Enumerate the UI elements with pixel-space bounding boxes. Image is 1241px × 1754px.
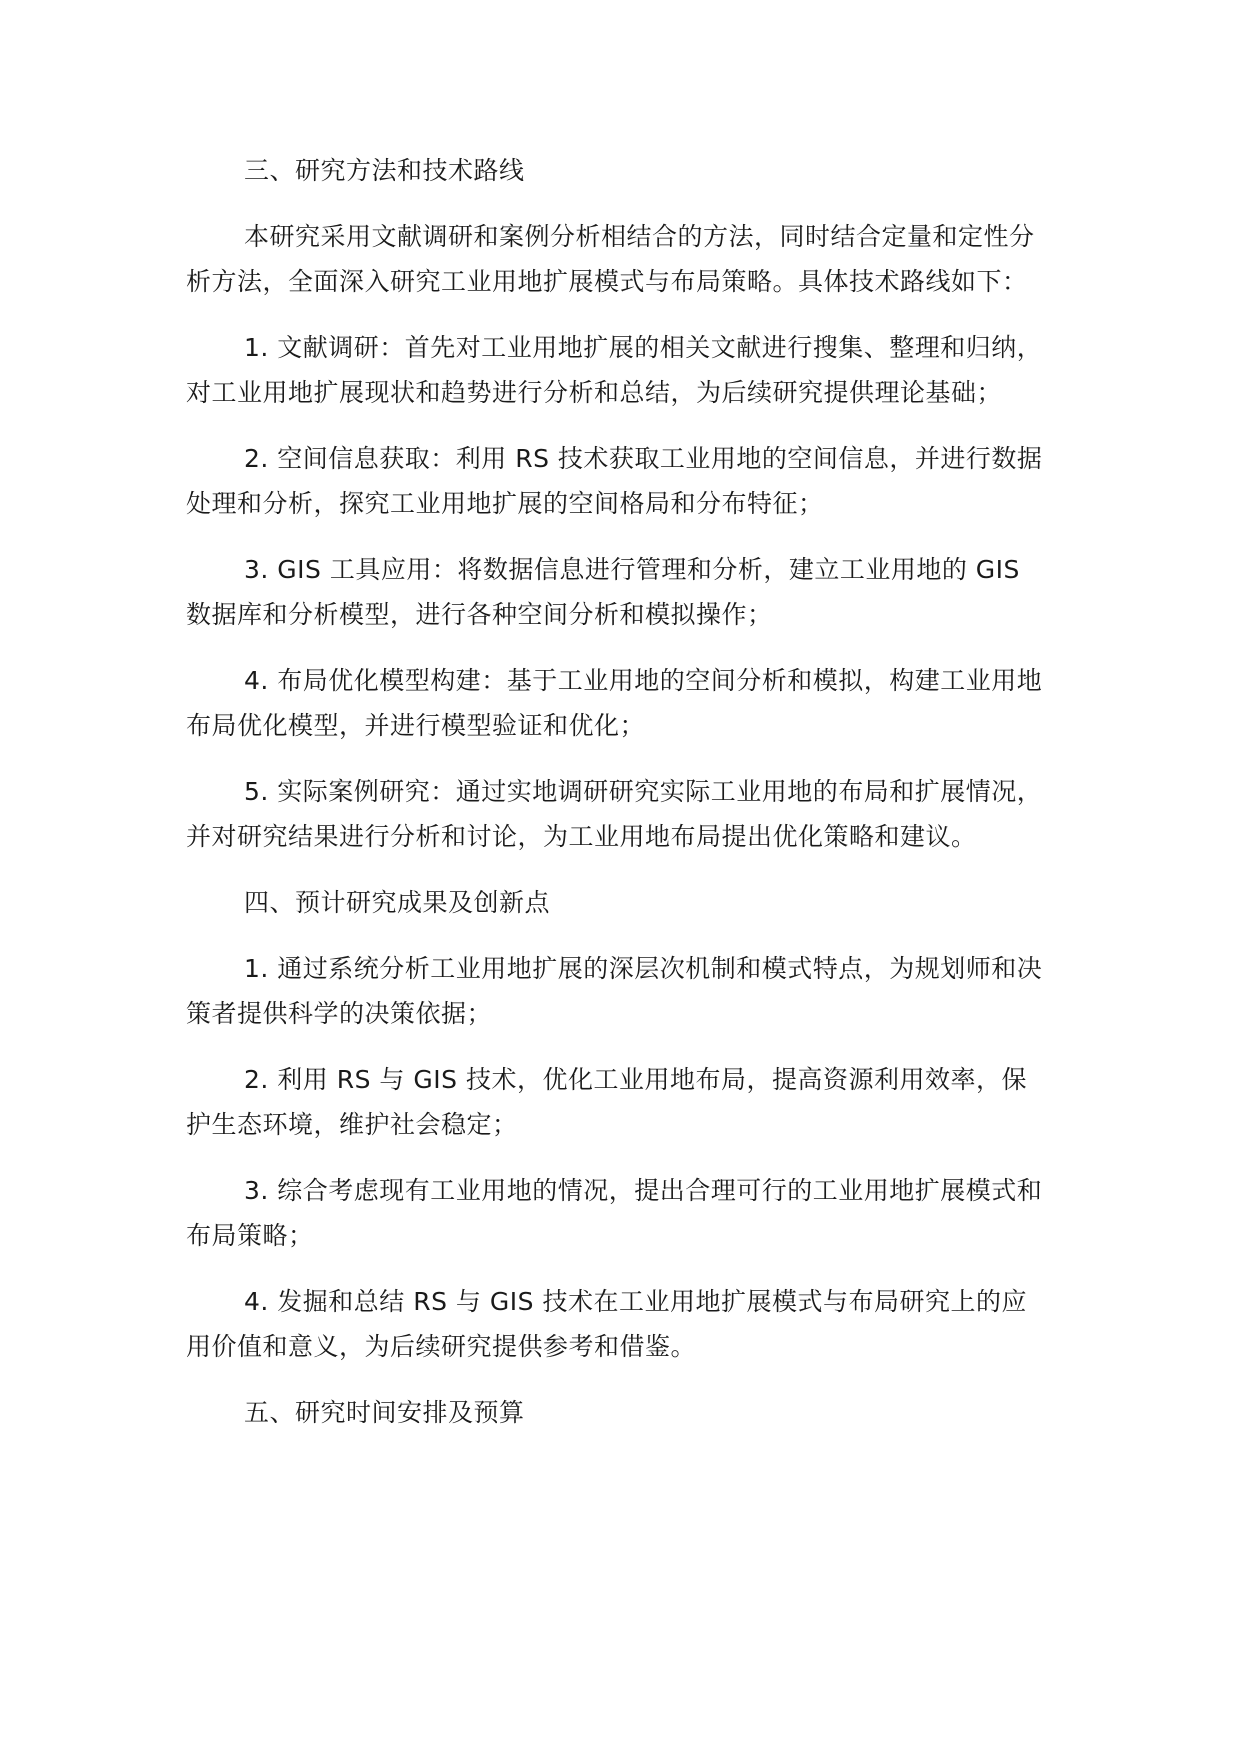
section-heading-outcomes: 四、预计研究成果及创新点	[244, 888, 551, 917]
paragraph-step-4: 4. 布局优化模型构建：基于工业用地的空间分析和模拟，构建工业用地布局优化模型，并进行模型验证和优化；	[186, 666, 1043, 740]
paragraph-outcome-2: 2. 利用 RS 与 GIS 技术，优化工业用地布局，提高资源利用效率，保护生态环境，维护社会稳定；	[186, 1065, 1027, 1139]
paragraph-outcome-3: 3. 综合考虑现有工业用地的情况，提出合理可行的工业用地扩展模式和布局策略；	[186, 1176, 1043, 1250]
paragraph-outcome-4: 4. 发掘和总结 RS 与 GIS 技术在工业用地扩展模式与布局研究上的应用价值和意义，为后续研究提供参考和借鉴。	[186, 1287, 1027, 1361]
paragraph-step-1: 1. 文献调研：首先对工业用地扩展的相关文献进行搜集、整理和归纳，对工业用地扩展现状和趋势进行分析和总结，为后续研究提供理论基础；	[186, 333, 1043, 407]
paragraph-outcome-1: 1. 通过系统分析工业用地扩展的深层次机制和模式特点，为规划师和决策者提供科学的决策依据；	[186, 954, 1043, 1028]
section-heading-methods: 三、研究方法和技术路线	[244, 156, 525, 185]
paragraph-step-2: 2. 空间信息获取：利用 RS 技术获取工业用地的空间信息，并进行数据处理和分析，探究工业用地扩展的空间格局和分布特征；	[186, 444, 1043, 518]
document-body	[186, 148, 1046, 1456]
paragraph-step-5: 5. 实际案例研究：通过实地调研研究实际工业用地的布局和扩展情况，并对研究结果进行分析和讨论，为工业用地布局提出优化策略和建议。	[186, 777, 1043, 851]
paragraph-methods-intro: 本研究采用文献调研和案例分析相结合的方法，同时结合定量和定性分析方法，全面深入研究工业用地扩展模式与布局策略。具体技术路线如下：	[186, 222, 1035, 296]
section-heading-schedule: 五、研究时间安排及预算	[244, 1398, 525, 1427]
paragraph-step-3: 3. GIS 工具应用：将数据信息进行管理和分析，建立工业用地的 GIS 数据库和分析模型，进行各种空间分析和模拟操作；	[186, 555, 1020, 629]
